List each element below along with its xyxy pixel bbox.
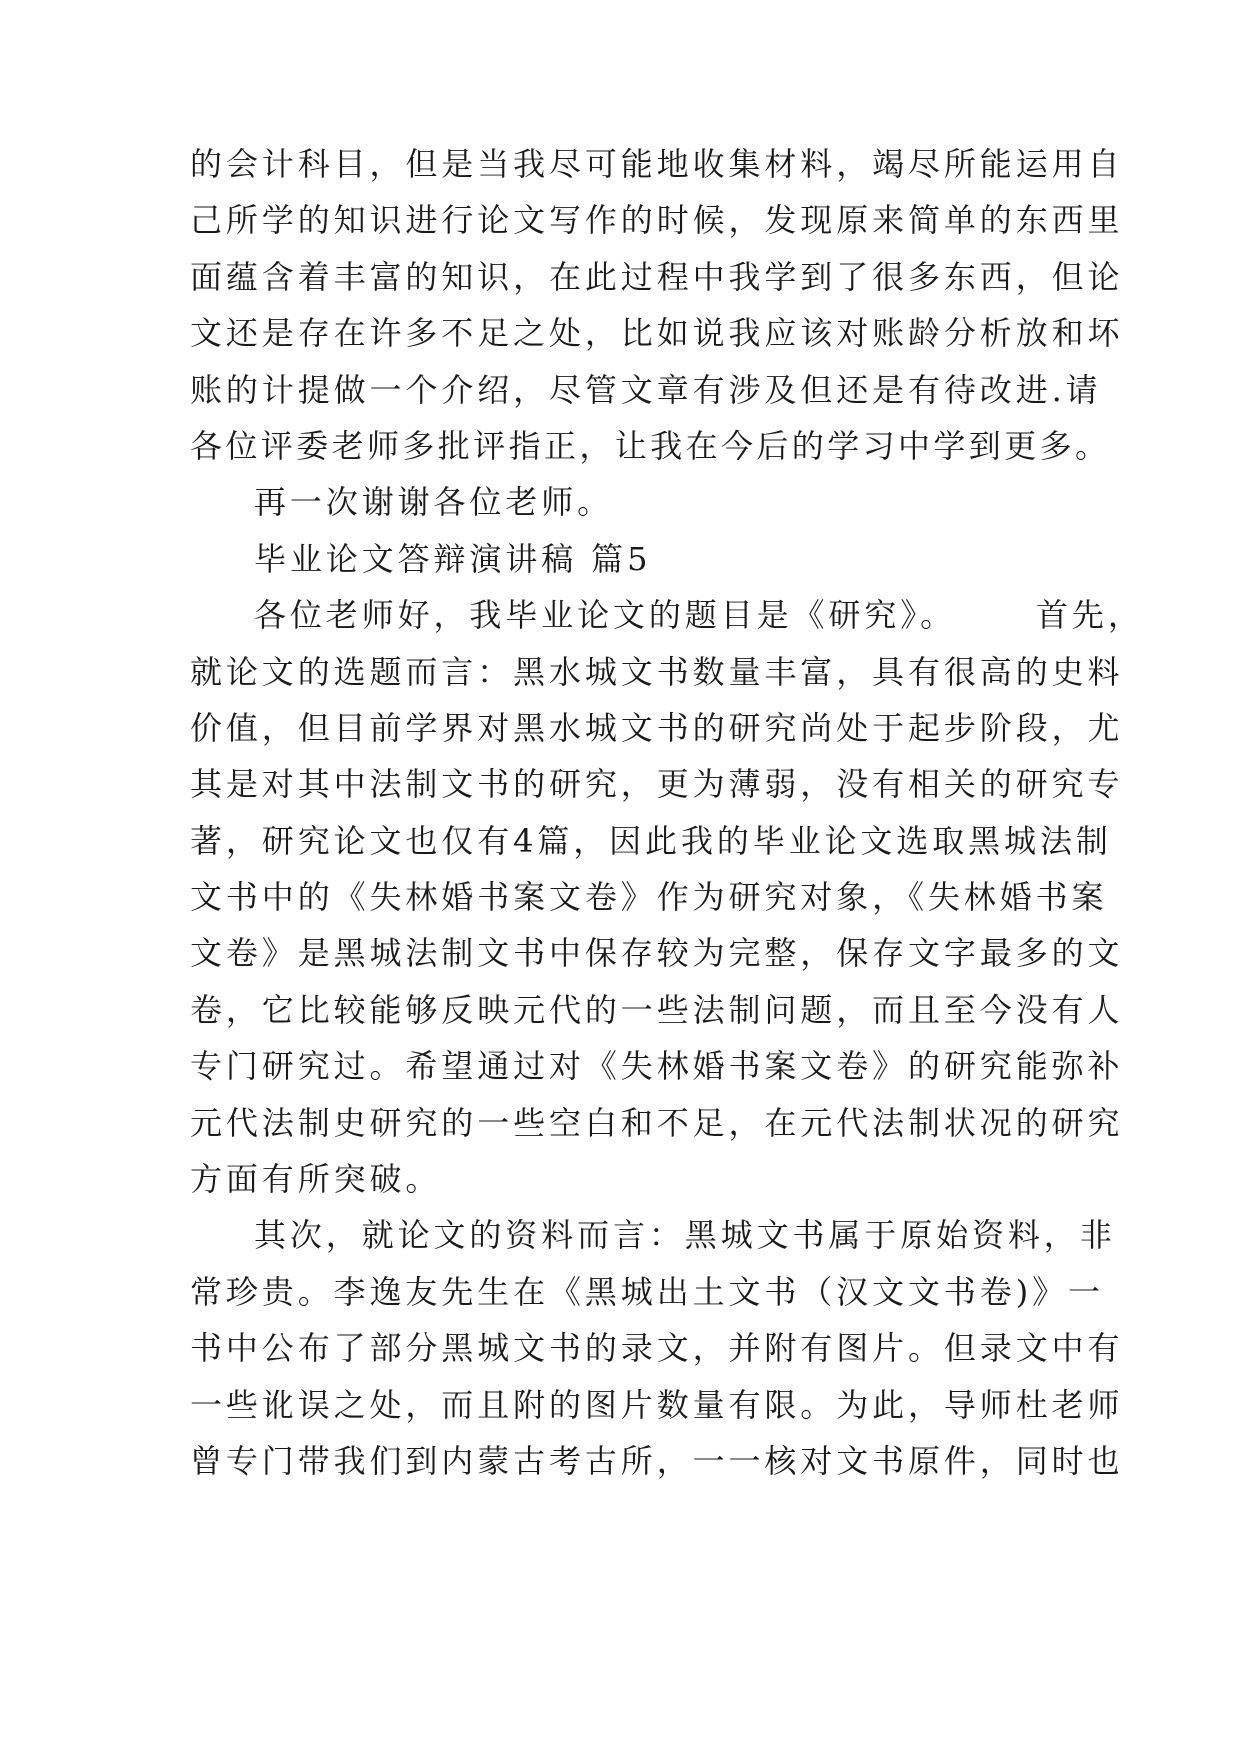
text-line: 再一次谢谢各位老师。 (254, 483, 614, 522)
text-line: 常珍贵。李逸友先生在《黑城出土文书（汉文文书卷)》一 (190, 1272, 1104, 1311)
paragraph-line (190, 587, 1144, 643)
text-line: 著，研究论文也仅有4篇，因此我的毕业论文选取黑城法制 (190, 821, 1112, 860)
text-line: 其是对其中法制文书的研究，更为薄弱，没有相关的研究专 (190, 765, 1124, 804)
first-point-lead: 首先， (1036, 596, 1144, 635)
text-line: 文还是存在许多不足之处，比如说我应该对账龄分析放和坏 (190, 314, 1124, 353)
text-line: 文书中的《失林婚书案文卷》作为研究对象，《失林婚书案 (190, 878, 1108, 917)
section-heading: 毕业论文答辩演讲稿 篇5 (254, 539, 652, 578)
document-body (190, 136, 1144, 1489)
text-line: 账的计提做一个介绍，尽管文章有涉及但还是有待改进.请 (190, 370, 1102, 409)
text-line: 面蕴含着丰富的知识，在此过程中我学到了很多东西，但论 (190, 257, 1124, 296)
text-line: 一些讹误之处，而且附的图片数量有限。为此，导师杜老师 (190, 1385, 1124, 1424)
text-line: 价值，但目前学界对黑水城文书的研究尚处于起步阶段，尤 (190, 708, 1124, 747)
text-line: 卷，它比较能够反映元代的一些法制问题，而且至今没有人 (190, 990, 1124, 1029)
text-line: 己所学的知识进行论文写作的时候，发现原来简单的东西里 (190, 201, 1124, 240)
text-line: 其次，就论文的资料而言：黑城文书属于原始资料，非 (254, 1216, 1116, 1255)
text-line: 曾专门带我们到内蒙古考古所，一一核对文书原件，同时也 (190, 1441, 1124, 1480)
text-line: 的会计科目，但是当我尽可能地收集材料，竭尽所能运用自 (190, 145, 1124, 183)
thesis-title-sentence: 各位老师好，我毕业论文的题目是《研究》。 (254, 596, 957, 635)
text-line: 就论文的选题而言：黑水城文书数量丰富，具有很高的史料 (190, 652, 1124, 691)
text-line: 书中公布了部分黑城文书的录文，并附有图片。但录文中有 (190, 1329, 1124, 1368)
text-line: 方面有所突破。 (190, 1160, 442, 1199)
text-line: 专门研究过。希望通过对《失林婚书案文卷》的研究能弥补 (190, 1047, 1124, 1086)
text-line: 元代法制史研究的一些空白和不足，在元代法制状况的研究 (190, 1103, 1124, 1142)
text-line: 文卷》是黑城法制文书中保存较为完整，保存文字最多的文 (190, 934, 1124, 973)
text-line: 各位评委老师多批评指正，让我在今后的学习中学到更多。 (190, 426, 1111, 465)
